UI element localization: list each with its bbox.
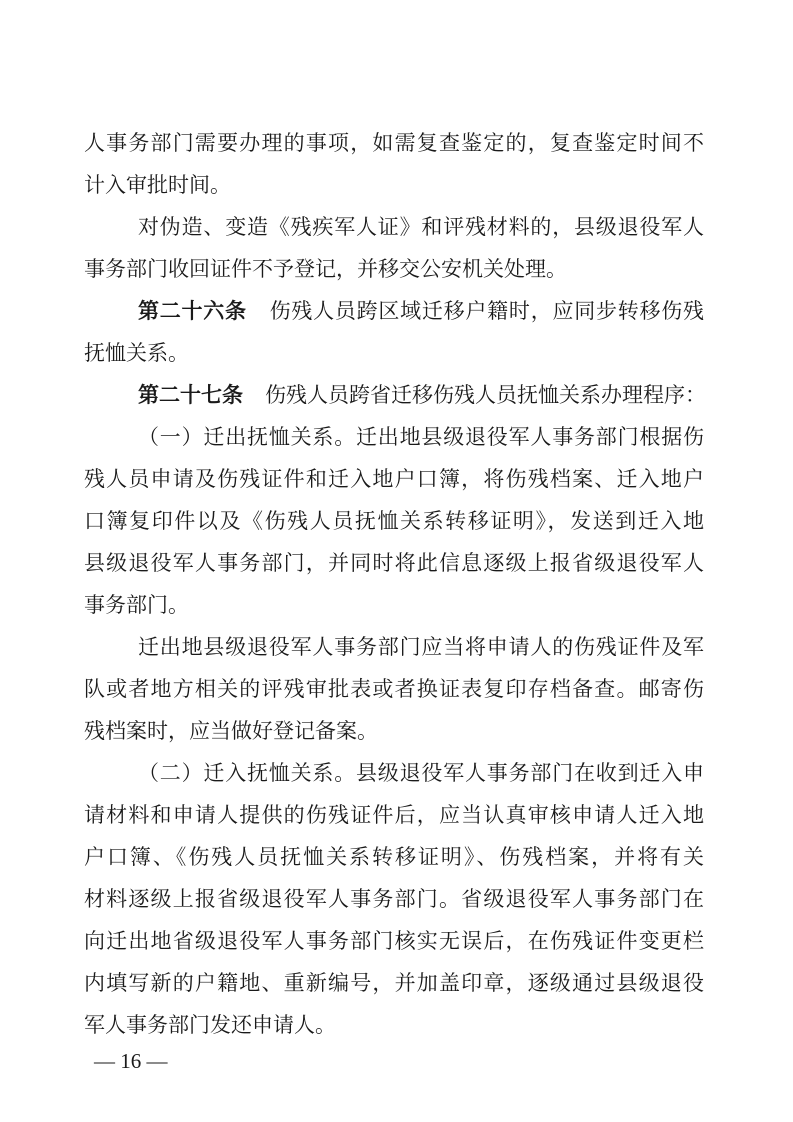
article-27-heading: 第二十七条 [138,383,243,407]
body-line: 口簿复印件以及《伤残人员抚恤关系转移证明》，发送到迁入地 [84,509,704,533]
article-27-text: 伤残人员跨省迁移伤残人员抚恤关系办理程序： [265,383,706,407]
body-line: 户口簿、《伤残人员抚恤关系转移证明》、伤残档案，并将有关 [84,845,704,869]
body-line: 材料逐级上报省级退役军人事务部门。省级退役军人事务部门在 [84,887,704,911]
body-line: 内填写新的户籍地、重新编号，并加盖印章，逐级通过县级退役 [84,971,704,995]
body-line: 残人员申请及伤残证件和迁入地户口簿，将伤残档案、迁入地户 [84,467,704,491]
body-line: 向迁出地省级退役军人事务部门核实无误后，在伤残证件变更栏 [84,929,704,953]
body-line: 对伪造、变造《残疾军人证》和评残材料的，县级退役军人 [138,215,704,239]
body-line: 请材料和申请人提供的伤残证件后，应当认真审核申请人迁入地 [84,803,704,827]
article-27-line [138,380,704,410]
body-line: 抚恤关系。 [84,341,189,365]
body-line: 队或者地方相关的评残审批表或者换证表复印存档备查。邮寄伤 [84,677,704,701]
body-line: 计入审批时间。 [84,173,231,197]
body-line: 残档案时，应当做好登记备案。 [84,719,378,743]
body-line: 事务部门。 [84,593,189,617]
page-number: — 16 — [94,1049,168,1073]
body-line: 迁出地县级退役军人事务部门应当将申请人的伤残证件及军 [138,635,704,659]
body-line: 人事务部门需要办理的事项，如需复查鉴定的，复查鉴定时间不 [84,131,704,155]
article-26-line [138,296,704,326]
body-line: （一）迁出抚恤关系。迁出地县级退役军人事务部门根据伤 [138,425,704,449]
body-line: （二）迁入抚恤关系。县级退役军人事务部门在收到迁入申 [138,761,704,785]
body-line: 军人事务部门发还申请人。 [84,1013,336,1037]
body-line: 事务部门收回证件不予登记，并移交公安机关处理。 [84,257,567,281]
article-26-heading: 第二十六条 [138,299,247,323]
body-line: 县级退役军人事务部门，并同时将此信息逐级上报省级退役军人 [84,551,704,575]
article-26-text: 伤残人员跨区域迁移户籍时，应同步转移伤残 [268,299,705,323]
